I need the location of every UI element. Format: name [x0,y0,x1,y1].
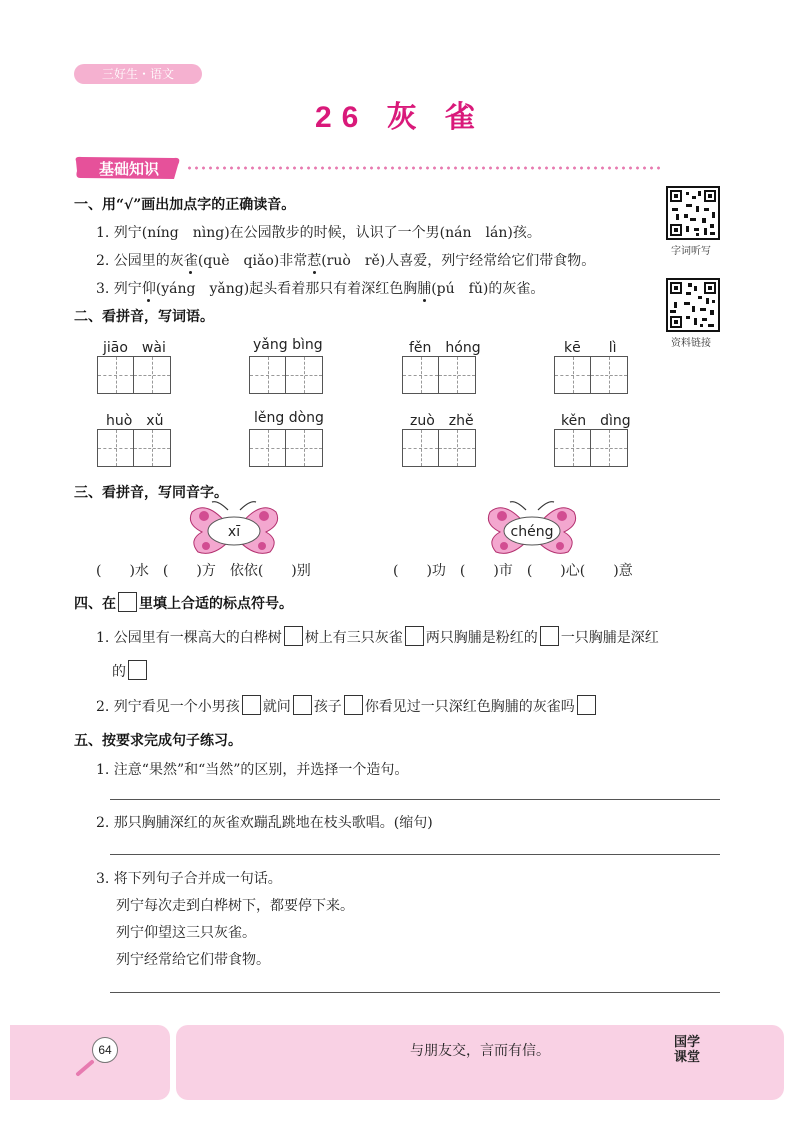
punctuation-box[interactable] [242,695,261,715]
punctuation-box[interactable] [128,660,147,680]
q1-item-2 [96,250,595,270]
q5-sentence: 列宁每次走到白桦树下，都要停下来。 [116,898,354,914]
butterfly-xi [188,500,280,562]
pinyin-label: fěn hóng [409,340,481,356]
qr-label-resources: 资料链接 [671,338,711,349]
answer-line[interactable] [110,799,720,800]
punctuation-box[interactable] [540,626,559,646]
dotted-char: 脯 [417,281,432,297]
section-banner [74,155,184,181]
writing-grid[interactable] [554,429,628,467]
q2-heading: 二、看拼音，写词语。 [74,309,214,325]
lesson-title: 26 灰 雀 [314,101,486,134]
pinyin-label: yǎng bìng [253,337,323,353]
punctuation-box-sample [118,592,137,612]
q4-s2-part: 你看见过一只深红色胸脯的灰雀吗 [364,699,575,715]
dotted-char: 雀 [183,253,198,269]
q1-heading: 一、用“√”画出加点字的正确读音。 [74,197,296,213]
pinyin-label: huò xǔ [106,413,164,429]
q5-sentence: 列宁仰望这三只灰雀。 [116,925,256,941]
footer-motto: 与朋友交，言而有信。 [410,1043,550,1059]
q1-item-3-text: 3. 列宁 [96,281,142,297]
q4-sentence-1 [96,626,659,647]
q4-heading-post: 里填上合适的标点符号。 [139,596,293,612]
q3-line-cheng: ( )功 ( )市 ( )心( )意 [393,563,633,579]
q1-item-3-options-b: (pú fǔ)的灰雀。 [431,281,545,297]
qr-code-icon [668,188,718,238]
butterfly-icon [188,500,280,558]
dotted-char: 仰 [141,281,156,297]
q3-line-xi: ( )水 ( )方 依依( )别 [96,563,311,579]
qr-label-dictation: 字词听写 [671,246,711,257]
q4-s2-part: 就问 [262,699,291,715]
section-banner-text: 基础知识 [98,160,160,178]
butterfly-pinyin: xī [227,524,241,540]
q4-heading-pre: 四、在 [74,596,116,612]
dotted-divider [186,166,664,170]
page-number: 64 [92,1037,118,1063]
punctuation-box[interactable] [293,695,312,715]
q4-s2-part: 2. 列宁看见一个小男孩 [96,699,240,715]
punctuation-box[interactable] [344,695,363,715]
writing-grid[interactable] [249,429,323,467]
q4-s1-part: 树上有三只灰雀 [304,630,403,646]
q4-sentence-2 [96,695,598,716]
q1-item-3-options-a: (yáng yǎng)起头看着那只有着深红色胸 [155,281,418,297]
answer-line[interactable] [110,992,720,993]
pinyin-label: kěn dìng [561,413,631,429]
butterfly-icon [486,500,578,558]
q5-item-3: 3. 将下列句子合并成一句话。 [96,871,282,887]
answer-line[interactable] [110,854,720,855]
writing-grid[interactable] [97,356,171,394]
footer-brand [667,1034,707,1064]
q1-item-2-options-a: (què qiǎo)非常 [197,253,308,269]
qr-code-icon [668,280,718,330]
section-banner-bg [74,155,184,181]
dotted-char: 惹 [307,253,322,269]
butterfly-pinyin: chéng [510,524,554,540]
q1-item-3 [96,278,544,298]
q5-item-1: 1. 注意“果然”和“当然”的区别，并选择一个造句。 [96,762,409,778]
q5-heading: 五、按要求完成句子练习。 [74,733,242,749]
q4-s1-part: 两只胸脯是粉红的 [425,630,538,646]
writing-grid[interactable] [554,356,628,394]
pinyin-label: jiāo wài [103,340,166,356]
q4-sentence-1-cont [112,660,149,681]
q4-s2-part: 孩子 [313,699,342,715]
footer-brand-line2: 课堂 [673,1049,700,1064]
q1-item-1: 1. 列宁(níng nìng)在公园散步的时候，认识了一个男(nán lán)孩。 [96,225,541,241]
q5-item-2: 2. 那只胸脯深红的灰雀欢蹦乱跳地在枝头歌唱。(缩句) [96,815,433,831]
pinyin-label: lěng dòng [254,410,324,426]
qr-code-dictation[interactable] [666,186,720,240]
q4-heading [74,592,293,613]
series-tag: 三好生・语文 [74,64,202,84]
writing-grid[interactable] [97,429,171,467]
punctuation-box[interactable] [284,626,303,646]
q1-item-2-options-b: (ruò rě)人喜爱，列宁经常给它们带食物。 [321,253,596,269]
q3-heading: 三、看拼音，写同音字。 [74,485,228,501]
q4-s1-part: 的 [112,664,126,680]
writing-grid[interactable] [249,356,323,394]
footer-brand-line1: 国学 [673,1034,700,1049]
writing-grid[interactable] [402,429,476,467]
butterfly-cheng [486,500,578,562]
q1-item-2-text: 2. 公园里的灰 [96,253,184,269]
writing-grid[interactable] [402,356,476,394]
punctuation-box[interactable] [405,626,424,646]
q4-s1-part: 1. 公园里有一棵高大的白桦树 [96,630,282,646]
q4-s1-part: 一只胸脯是深红 [560,630,659,646]
pinyin-label: kē lì [564,340,617,356]
punctuation-box[interactable] [577,695,596,715]
q5-sentence: 列宁经常给它们带食物。 [116,952,270,968]
pinyin-label: zuò zhě [410,413,474,429]
qr-code-resources[interactable] [666,278,720,332]
